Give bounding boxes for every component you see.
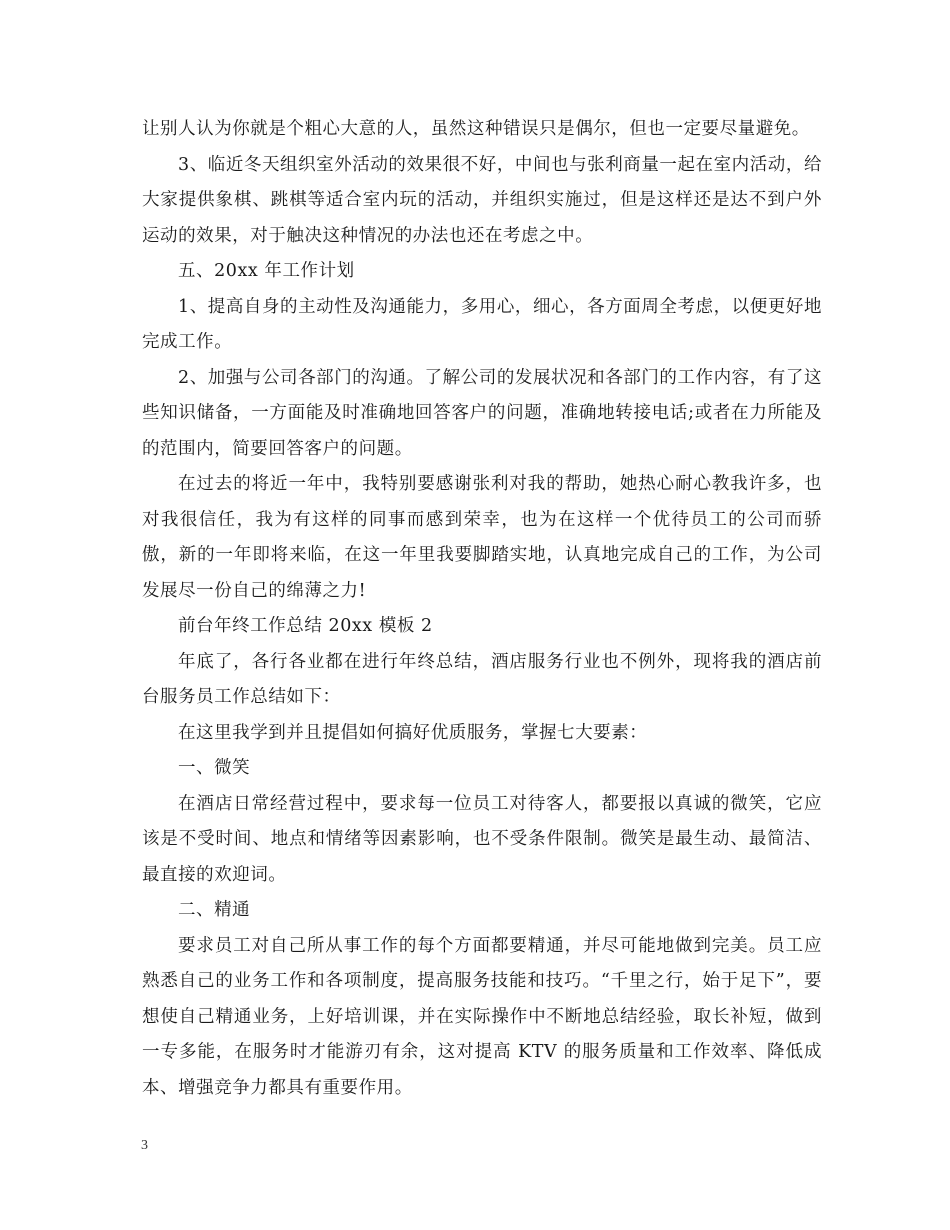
- paragraph-smile: 在酒店日常经营过程中，要求每一位员工对待客人，都要报以真诚的微笑，它应该是不受时间、地点和情绪等因素影响，也不受条件限制。微笑是最生动、最简洁、最直接的欢迎词。: [142, 793, 822, 885]
- section-heading-proficiency: 二、精通: [178, 900, 251, 920]
- paragraph-outdoor-activities: 3、临近冬天组织室外活动的效果很不好，中间也与张利商量一起在室内活动，给大家提供象棋、跳棋等适合室内玩的活动，并组织实施过，但是这样还是达不到户外运动的效果，对于触决这种情况的办法也还在考虑之中。: [142, 154, 822, 246]
- section-heading-smile: 一、微笑: [178, 758, 251, 778]
- paragraph-continuation: 让别人认为你就是个粗心大意的人，虽然这种错误只是偶尔，但也一定要尽量避免。: [142, 119, 810, 139]
- paragraph-plan-2: 2、加强与公司各部门的沟通。了解公司的发展状况和各部门的工作内容，有了这些知识储备，一方面能及时准确地回答客户的问题，准确地转接电话;或者在力所能及的范围内，简要回答客户的问题。: [142, 367, 822, 459]
- paragraph-seven-elements: 在这里我学到并且提倡如何搞好优质服务，掌握七大要素：: [178, 722, 648, 743]
- paragraph-proficiency: 要求员工对自己所从事工作的每个方面都要精通，并尽可能地做到完美。员工应熟悉自己的业务工作和各项制度，提高服务技能和技巧。“千里之行，始于足下”，要想使自己精通业务，上好培训课，并在实际操作中不断地总结经验，取长补短，做到一专多能，在服务时才能游刃有余，这对提高 KTV 的服务质量和工作效率、降低成本、增强竞争力都具有重要作用。: [142, 935, 822, 1098]
- section-heading-work-plan: 五、20xx 年工作计划: [178, 261, 355, 281]
- page-number: 3: [141, 1138, 148, 1153]
- paragraph-thanks: 在过去的将近一年中，我特别要感谢张利对我的帮助，她热心耐心教我许多，也对我很信任，我为有这样的同事而感到荣幸，也为在这样一个优待员工的公司而骄傲，新的一年即将来临，在这一年里我要脚踏实地，认真地完成自己的工作，为公司发展尽一份自己的绵薄之力!: [142, 474, 822, 601]
- paragraph-plan-1: 1、提高自身的主动性及沟通能力，多用心，细心，各方面周全考虑，以便更好地完成工作。: [142, 296, 822, 352]
- paragraph-year-end: 年底了，各行各业都在进行年终总结，酒店服务行业也不例外，现将我的酒店前台服务员工作总结如下：: [142, 651, 822, 707]
- section-heading-template-2: 前台年终工作总结 20xx 模板 2: [178, 616, 433, 636]
- document-body: [142, 112, 822, 1106]
